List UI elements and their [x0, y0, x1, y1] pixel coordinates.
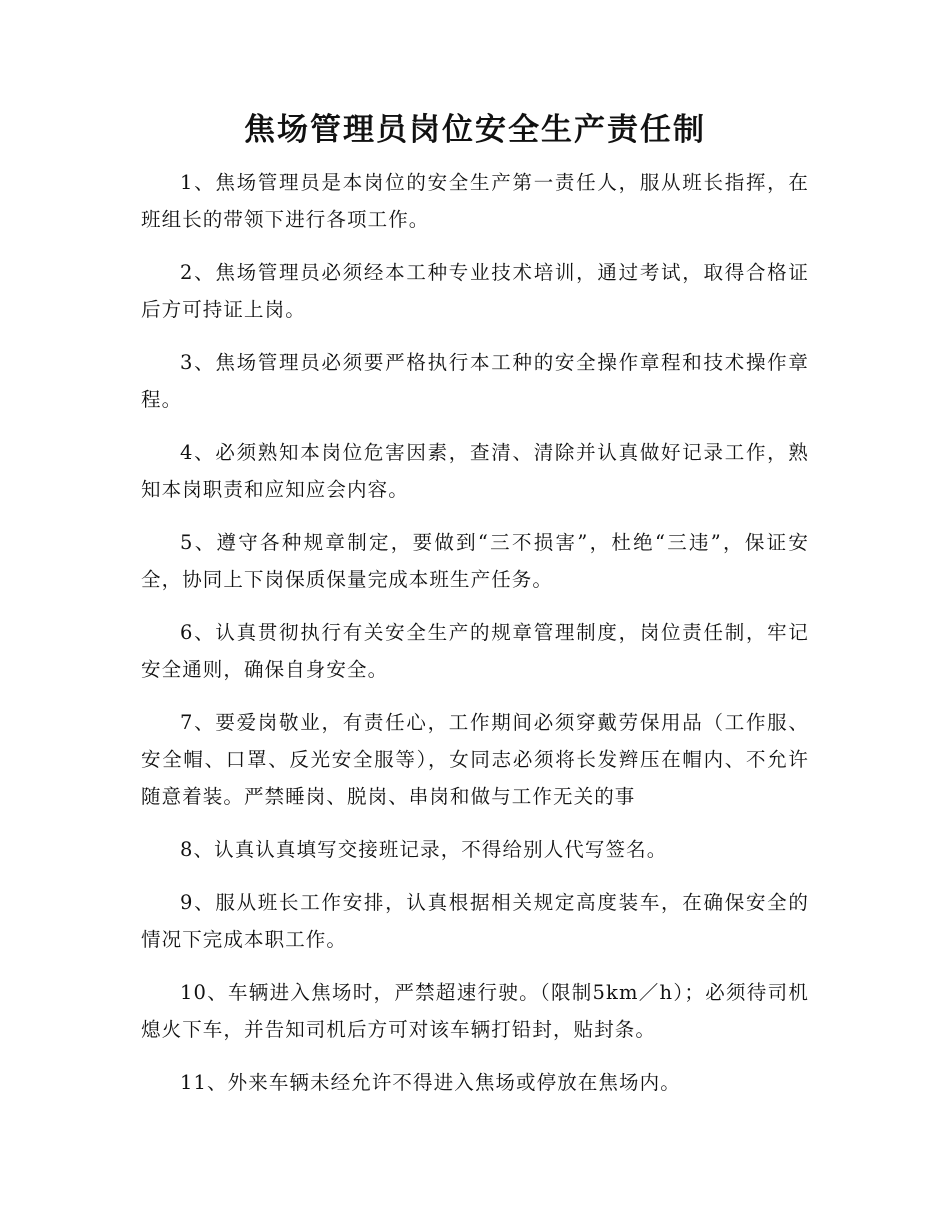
- document-body: [141, 164, 809, 1117]
- paragraph-10: 10、车辆进入焦场时，严禁超速行驶。（限制5km／h）；必须待司机熄火下车，并告知司机后方可对该车辆打铅封，贴封条。: [141, 981, 809, 1041]
- paragraph-9: 9、服从班长工作安排，认真根据相关规定高度装车，在确保安全的情况下完成本职工作。: [141, 891, 809, 951]
- paragraph-8: 8、认真认真填写交接班记录，不得给别人代写签名。: [180, 838, 668, 861]
- paragraph-11: 11、外来车辆未经允许不得进入焦场或停放在焦场内。: [180, 1071, 681, 1094]
- paragraph-4: 4、必须熟知本岗位危害因素，查清、清除并认真做好记录工作，熟知本岗职责和应知应会内容。: [141, 441, 809, 501]
- paragraph-7: 7、要爱岗敬业，有责任心，工作期间必须穿戴劳保用品（工作服、安全帽、口罩、反光安全服等），女同志必须将长发辫压在帽内、不允许随意着装。严禁睡岗、脱岗、串岗和做与工作无关的事: [141, 711, 809, 808]
- paragraph-3: 3、焦场管理员必须要严格执行本工种的安全操作章程和技术操作章程。: [141, 351, 809, 411]
- paragraph-6: 6、认真贯彻执行有关安全生产的规章管理制度，岗位责任制，牢记安全通则，确保自身安全。: [141, 621, 809, 681]
- paragraph-1: 1、焦场管理员是本岗位的安全生产第一责任人，服从班长指挥，在班组长的带领下进行各项工作。: [141, 171, 809, 231]
- paragraph-5: 5、遵守各种规章制定，要做到“三不损害”，杜绝“三违”，保证安全，协同上下岗保质保量完成本班生产任务。: [141, 531, 809, 591]
- document-title: 焦场管理员岗位安全生产责任制: [244, 112, 706, 148]
- paragraph-2: 2、焦场管理员必须经本工种专业技术培训，通过考试，取得合格证后方可持证上岗。: [141, 261, 809, 321]
